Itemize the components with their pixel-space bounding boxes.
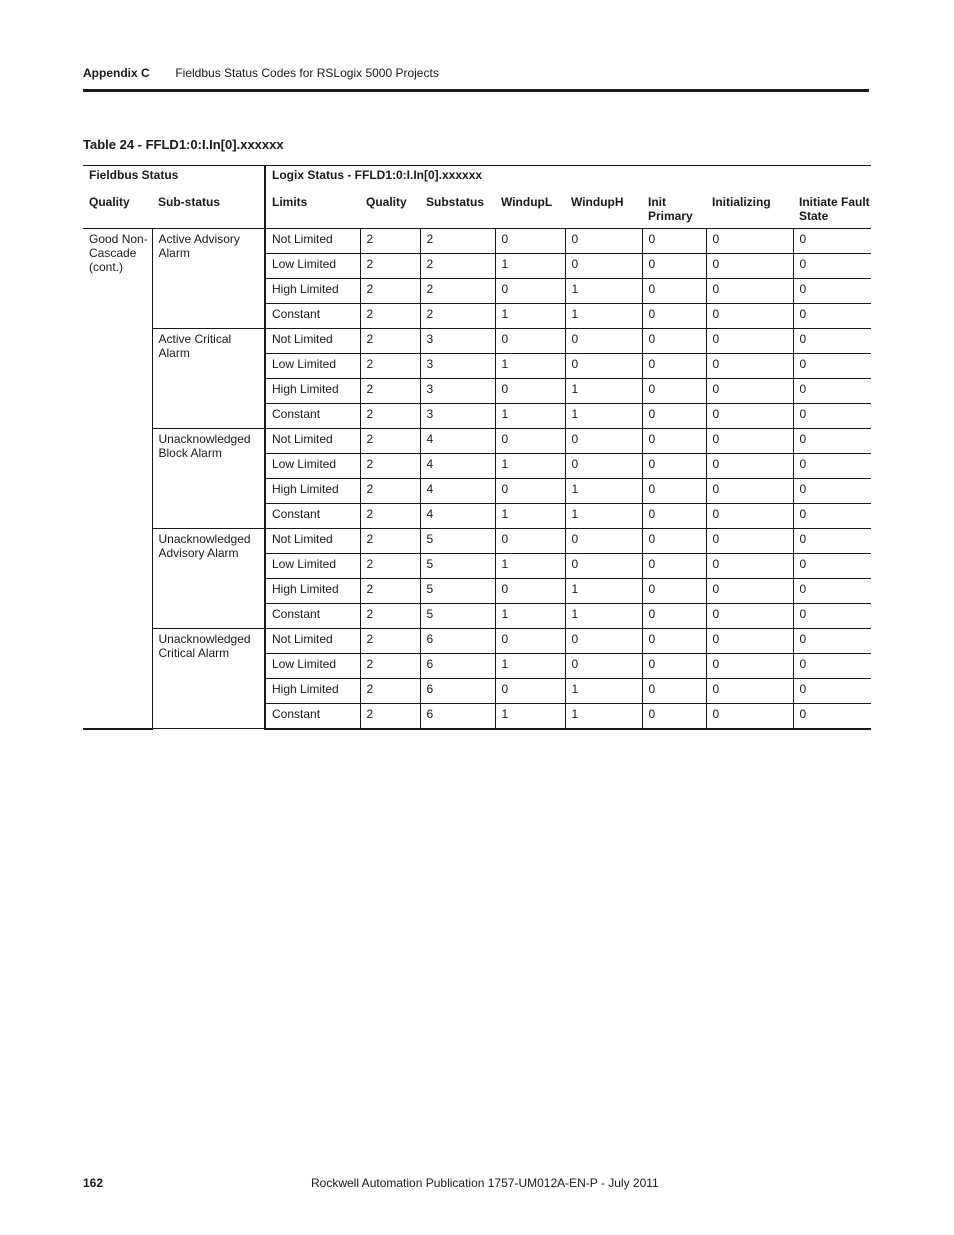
value-cell: 0 [642, 254, 706, 279]
value-cell: 1 [495, 254, 565, 279]
value-cell: 0 [642, 229, 706, 254]
value-cell: 0 [565, 454, 642, 479]
value-cell: 1 [495, 404, 565, 429]
value-cell: 0 [793, 704, 871, 729]
column-header: WindupL [495, 190, 565, 229]
value-cell: 5 [420, 604, 495, 629]
value-cell: 2 [360, 604, 420, 629]
value-cell: 0 [793, 429, 871, 454]
value-cell: 2 [360, 304, 420, 329]
value-cell: 0 [495, 429, 565, 454]
value-cell: 0 [642, 704, 706, 729]
value-cell: 6 [420, 654, 495, 679]
value-cell: 1 [565, 679, 642, 704]
value-cell: 1 [495, 454, 565, 479]
value-cell: 0 [495, 479, 565, 504]
value-cell: 0 [495, 579, 565, 604]
limits-cell: High Limited [265, 679, 360, 704]
value-cell: 0 [793, 679, 871, 704]
limits-cell: Low Limited [265, 354, 360, 379]
appendix-label: Appendix C [83, 66, 150, 80]
value-cell: 0 [793, 479, 871, 504]
publication-info: Rockwell Automation Publication 1757-UM012A-EN-P - July 2011 [311, 1176, 659, 1190]
column-header-row [83, 190, 871, 229]
value-cell: 2 [360, 504, 420, 529]
value-cell: 2 [360, 679, 420, 704]
value-cell: 0 [642, 379, 706, 404]
column-header: Quality [83, 190, 152, 229]
value-cell: 3 [420, 404, 495, 429]
value-cell: 0 [565, 329, 642, 354]
value-cell: 0 [565, 654, 642, 679]
value-cell: 0 [706, 704, 793, 729]
limits-cell: Not Limited [265, 629, 360, 654]
value-cell: 3 [420, 329, 495, 354]
value-cell: 0 [706, 554, 793, 579]
value-cell: 2 [360, 279, 420, 304]
value-cell: 2 [360, 354, 420, 379]
table-row [83, 429, 871, 454]
header-rule [83, 89, 869, 92]
value-cell: 0 [706, 304, 793, 329]
value-cell: 6 [420, 704, 495, 729]
value-cell: 2 [360, 429, 420, 454]
value-cell: 3 [420, 354, 495, 379]
value-cell: 2 [360, 404, 420, 429]
value-cell: 2 [360, 554, 420, 579]
table-caption: Table 24 - FFLD1:0:I.In[0].xxxxxx [83, 137, 284, 152]
value-cell: 2 [360, 254, 420, 279]
value-cell: 0 [642, 604, 706, 629]
value-cell: 0 [706, 454, 793, 479]
value-cell: 0 [706, 604, 793, 629]
column-header: WindupH [565, 190, 642, 229]
value-cell: 0 [793, 229, 871, 254]
value-cell: 5 [420, 579, 495, 604]
substatus-cell: Active Critical Alarm [152, 329, 265, 429]
value-cell: 0 [706, 479, 793, 504]
value-cell: 0 [642, 404, 706, 429]
limits-cell: Low Limited [265, 654, 360, 679]
limits-cell: Constant [265, 604, 360, 629]
value-cell: 0 [793, 254, 871, 279]
limits-cell: Constant [265, 304, 360, 329]
value-cell: 5 [420, 529, 495, 554]
value-cell: 2 [360, 329, 420, 354]
value-cell: 1 [495, 554, 565, 579]
limits-cell: High Limited [265, 379, 360, 404]
limits-cell: Not Limited [265, 229, 360, 254]
limits-cell: High Limited [265, 279, 360, 304]
value-cell: 0 [706, 579, 793, 604]
substatus-cell: Unacknowledged Advisory Alarm [152, 529, 265, 629]
limits-cell: High Limited [265, 579, 360, 604]
column-header: Sub-status [152, 190, 265, 229]
value-cell: 0 [793, 454, 871, 479]
value-cell: 2 [420, 304, 495, 329]
value-cell: 0 [495, 229, 565, 254]
limits-cell: Constant [265, 704, 360, 729]
group-header-logix: Logix Status - FFLD1:0:I.In[0].xxxxxx [265, 166, 871, 190]
value-cell: 1 [495, 354, 565, 379]
page-number: 162 [83, 1176, 104, 1190]
value-cell: 0 [495, 329, 565, 354]
value-cell: 2 [360, 579, 420, 604]
value-cell: 0 [706, 529, 793, 554]
value-cell: 2 [360, 454, 420, 479]
value-cell: 0 [793, 579, 871, 604]
value-cell: 0 [642, 679, 706, 704]
value-cell: 1 [565, 304, 642, 329]
value-cell: 0 [495, 279, 565, 304]
quality-cell: Good Non-Cascade (cont.) [83, 229, 152, 729]
column-header: Initiate Fault State [793, 190, 871, 229]
value-cell: 0 [706, 654, 793, 679]
value-cell: 0 [565, 554, 642, 579]
value-cell: 0 [565, 354, 642, 379]
value-cell: 2 [420, 254, 495, 279]
limits-cell: High Limited [265, 479, 360, 504]
value-cell: 4 [420, 429, 495, 454]
value-cell: 2 [360, 529, 420, 554]
value-cell: 0 [495, 679, 565, 704]
value-cell: 1 [495, 304, 565, 329]
value-cell: 0 [706, 429, 793, 454]
value-cell: 3 [420, 379, 495, 404]
value-cell: 2 [360, 654, 420, 679]
value-cell: 0 [793, 404, 871, 429]
value-cell: 0 [793, 554, 871, 579]
group-header-row [83, 166, 871, 190]
value-cell: 1 [565, 504, 642, 529]
limits-cell: Not Limited [265, 429, 360, 454]
value-cell: 2 [360, 479, 420, 504]
value-cell: 0 [793, 304, 871, 329]
value-cell: 6 [420, 679, 495, 704]
value-cell: 0 [793, 329, 871, 354]
table-row [83, 329, 871, 354]
value-cell: 0 [793, 529, 871, 554]
value-cell: 6 [420, 629, 495, 654]
value-cell: 2 [420, 229, 495, 254]
limits-cell: Not Limited [265, 329, 360, 354]
value-cell: 0 [706, 629, 793, 654]
limits-cell: Low Limited [265, 454, 360, 479]
value-cell: 0 [642, 654, 706, 679]
value-cell: 2 [420, 279, 495, 304]
substatus-cell: Unacknowledged Critical Alarm [152, 629, 265, 729]
value-cell: 0 [642, 629, 706, 654]
value-cell: 0 [706, 329, 793, 354]
limits-cell: Not Limited [265, 529, 360, 554]
value-cell: 2 [360, 629, 420, 654]
value-cell: 1 [565, 479, 642, 504]
value-cell: 0 [642, 479, 706, 504]
value-cell: 0 [495, 629, 565, 654]
value-cell: 0 [642, 429, 706, 454]
status-table [83, 165, 871, 730]
value-cell: 4 [420, 454, 495, 479]
value-cell: 0 [793, 354, 871, 379]
value-cell: 0 [793, 629, 871, 654]
value-cell: 1 [565, 704, 642, 729]
value-cell: 2 [360, 379, 420, 404]
value-cell: 1 [565, 404, 642, 429]
limits-cell: Constant [265, 504, 360, 529]
value-cell: 5 [420, 554, 495, 579]
column-header: Quality [360, 190, 420, 229]
header-title: Fieldbus Status Codes for RSLogix 5000 Projects [175, 66, 439, 80]
value-cell: 1 [495, 654, 565, 679]
value-cell: 0 [706, 379, 793, 404]
group-header-fieldbus: Fieldbus Status [83, 166, 265, 190]
value-cell: 0 [565, 529, 642, 554]
value-cell: 1 [495, 604, 565, 629]
value-cell: 0 [642, 529, 706, 554]
value-cell: 1 [495, 504, 565, 529]
value-cell: 0 [642, 304, 706, 329]
value-cell: 0 [565, 429, 642, 454]
value-cell: 0 [642, 579, 706, 604]
value-cell: 0 [793, 654, 871, 679]
table-row [83, 229, 871, 254]
value-cell: 0 [706, 354, 793, 379]
limits-cell: Constant [265, 404, 360, 429]
value-cell: 0 [642, 279, 706, 304]
value-cell: 0 [706, 254, 793, 279]
value-cell: 0 [706, 504, 793, 529]
value-cell: 1 [495, 704, 565, 729]
value-cell: 0 [793, 604, 871, 629]
value-cell: 0 [706, 229, 793, 254]
value-cell: 0 [642, 329, 706, 354]
value-cell: 0 [793, 504, 871, 529]
value-cell: 0 [642, 454, 706, 479]
value-cell: 0 [793, 279, 871, 304]
limits-cell: Low Limited [265, 554, 360, 579]
value-cell: 1 [565, 579, 642, 604]
column-header: Limits [265, 190, 360, 229]
substatus-cell: Unacknowledged Block Alarm [152, 429, 265, 529]
value-cell: 4 [420, 479, 495, 504]
table-row [83, 629, 871, 654]
value-cell: 1 [565, 279, 642, 304]
value-cell: 0 [706, 404, 793, 429]
value-cell: 1 [565, 379, 642, 404]
column-header: Initializing [706, 190, 793, 229]
value-cell: 0 [642, 504, 706, 529]
table-row [83, 529, 871, 554]
column-header: Init Primary [642, 190, 706, 229]
value-cell: 0 [793, 379, 871, 404]
value-cell: 1 [565, 604, 642, 629]
value-cell: 0 [642, 554, 706, 579]
column-header: Substatus [420, 190, 495, 229]
value-cell: 0 [706, 679, 793, 704]
limits-cell: Low Limited [265, 254, 360, 279]
value-cell: 0 [642, 354, 706, 379]
value-cell: 0 [565, 254, 642, 279]
value-cell: 0 [565, 229, 642, 254]
value-cell: 0 [495, 529, 565, 554]
table-body [83, 229, 871, 729]
value-cell: 0 [495, 379, 565, 404]
value-cell: 2 [360, 704, 420, 729]
value-cell: 4 [420, 504, 495, 529]
value-cell: 0 [706, 279, 793, 304]
value-cell: 0 [565, 629, 642, 654]
substatus-cell: Active Advisory Alarm [152, 229, 265, 329]
value-cell: 2 [360, 229, 420, 254]
running-header [83, 66, 439, 80]
